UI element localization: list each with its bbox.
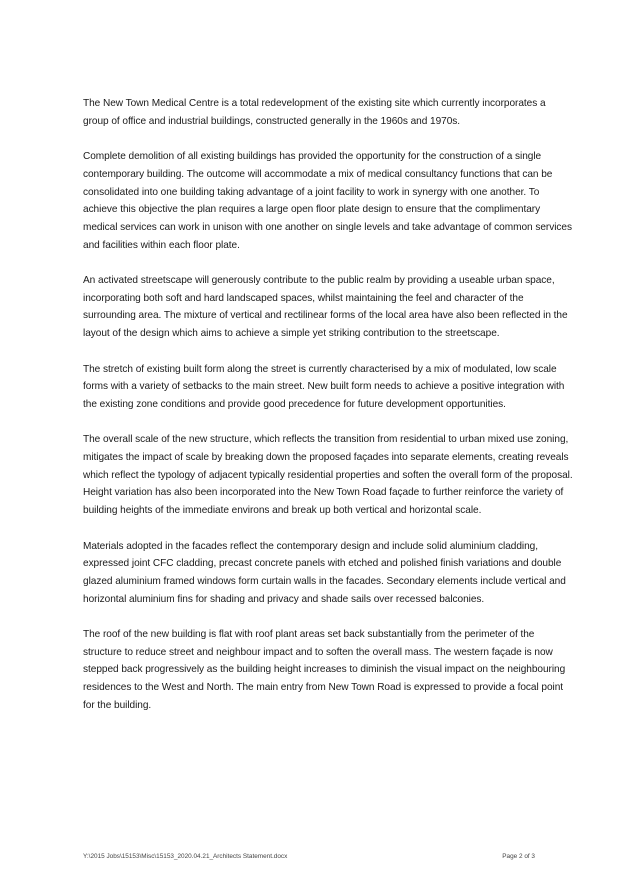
paragraph-built-form: The stretch of existing built form along the street is currently characterised by a mix of modulated, low scale forms with a variety of setbacks to the main street. New built form needs to achieve a positive integration with the existing zone conditions and provide good precedence for future development opportunities. xyxy=(83,363,565,410)
footer-file-path: Y:\2015 Jobs\15153\Misc\15153_2020.04.21_Architects Statement.docx xyxy=(83,853,288,860)
paragraph-intro: The New Town Medical Centre is a total redevelopment of the existing site which currently incorporates a group of office and industrial buildings, constructed generally in the 1960s and 1970s. xyxy=(83,98,546,127)
paragraph-materials: Materials adopted in the facades reflect the contemporary design and include solid aluminium cladding, expressed joint CFC cladding, precast concrete panels with etched and polished finish variations and double glazed aluminium framed windows form curtain walls in the facades. Secondary elements include vertical and horizontal aluminium fins for shading and privacy and shade sails over recessed balconies. xyxy=(83,540,566,605)
document-body xyxy=(83,95,573,732)
paragraph-scale: The overall scale of the new structure, which reflects the transition from residential to urban mixed use zoning, mitigates the impact of scale by breaking down the proposed façades into separate elements, creating reveals which reflect the typology of adjacent typically residential properties and soften the overall form of the proposal. Height variation has also been incorporated into the New Town Road façade to further reinforce the variety of building heights of the immediate environs and break up both vertical and horizontal scale. xyxy=(83,434,573,517)
page-footer xyxy=(83,853,535,860)
paragraph-streetscape: An activated streetscape will generously contribute to the public realm by providing a useable urban space, incorporating both soft and hard landscaped spaces, whilst maintaining the feel and character of the surrounding area. The mixture of vertical and rectilinear forms of the local area have also been reflected in the layout of the design which aims to achieve a simple yet striking contribution to the streetscape. xyxy=(83,275,568,340)
paragraph-roof: The roof of the new building is flat with roof plant areas set back substantially from the perimeter of the structure to reduce street and neighbour impact and to soften the overall mass. The western façade is now stepped back progressively as the building height increases to diminish the visual impact on the neighbouring residences to the West and North. The main entry from New Town Road is expressed to provide a focal point for the building. xyxy=(83,629,566,711)
paragraph-demolition: Complete demolition of all existing buildings has provided the opportunity for the construction of a single contemporary building. The outcome will accommodate a mix of medical consultancy functions that can be consolidated into one building taking advantage of a joint facility to work in synergy with one another. To achieve this objective the plan requires a large open floor plate design to ensure that the complimentary medical services can work in unison with one another on single levels and take advantage of common services and facilities within each floor plate. xyxy=(83,151,572,251)
footer-page-number: Page 2 of 3 xyxy=(502,853,535,860)
